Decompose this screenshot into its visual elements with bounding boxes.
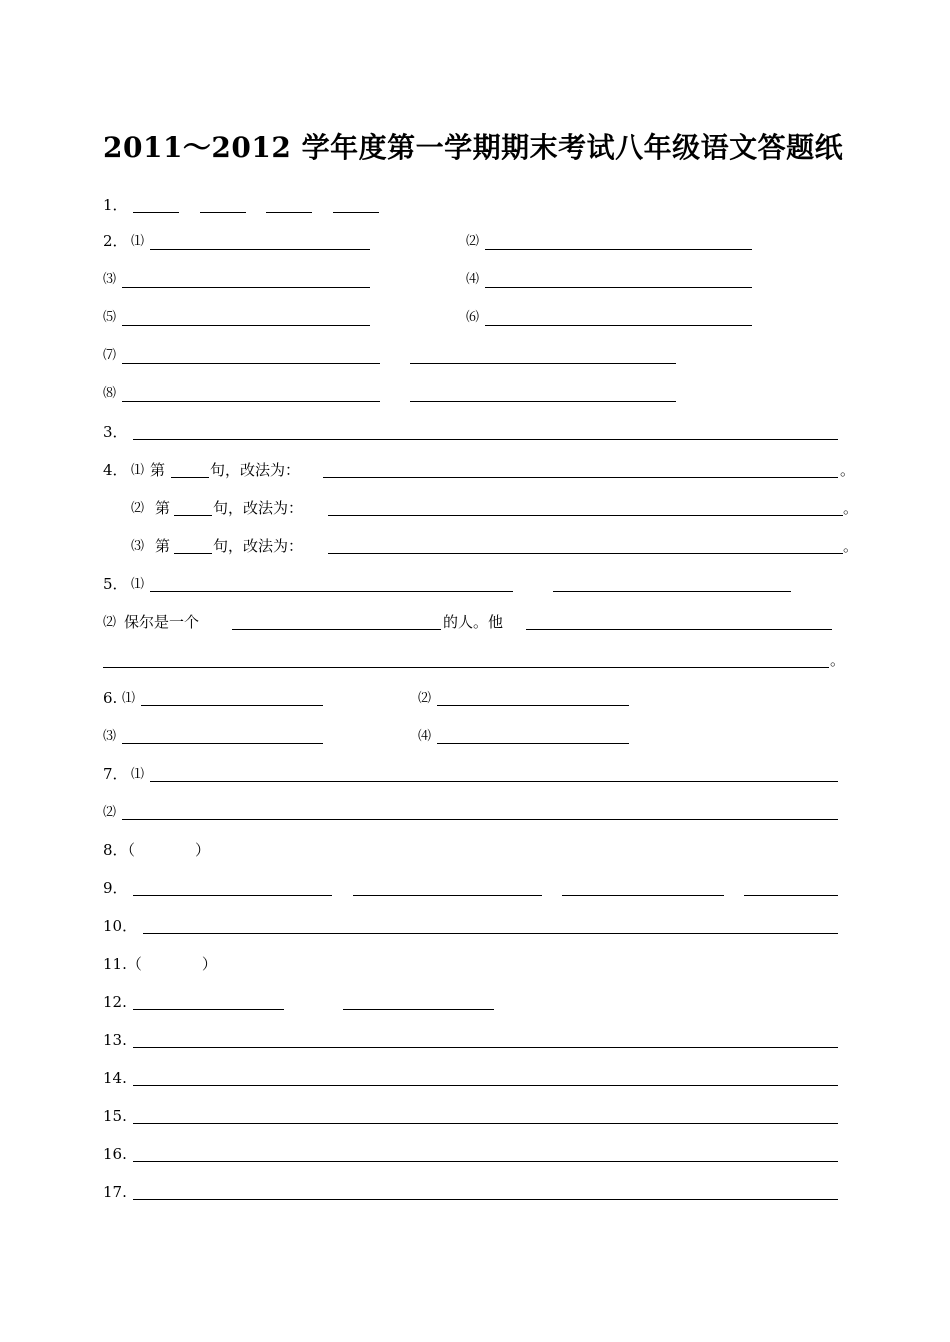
- q4-label-3: 句，改法为：: [213, 537, 304, 555]
- q5-text-b: 的人。他: [443, 613, 504, 631]
- q9-blank-1[interactable]: [133, 895, 332, 896]
- q9-blank-2[interactable]: [353, 895, 542, 896]
- q3-blank[interactable]: [133, 439, 838, 440]
- q7-blank-2[interactable]: [122, 819, 838, 820]
- q2-mark-5: ⑸: [103, 310, 117, 325]
- q1-blank-4[interactable]: [333, 212, 379, 213]
- q5-blank-2b[interactable]: [526, 629, 832, 630]
- q1-number: 1．: [103, 196, 128, 214]
- q2-mark-2: ⑵: [466, 234, 480, 249]
- q4-end-2: 。: [843, 499, 859, 517]
- q4-mark-3: ⑶: [131, 539, 145, 554]
- q2-blank-1[interactable]: [150, 249, 370, 250]
- q4-number: 4．: [103, 461, 128, 479]
- q2-blank-6[interactable]: [485, 325, 752, 326]
- q2-mark-7: ⑺: [103, 348, 117, 363]
- q6-mark-3: ⑶: [103, 729, 117, 744]
- q4-sentence-blank-1[interactable]: [171, 477, 209, 478]
- q6-blank-4[interactable]: [437, 743, 629, 744]
- q2-blank-7b[interactable]: [410, 363, 676, 364]
- q4-prefix-2: 第: [155, 499, 171, 517]
- q4-mark-1: ⑴: [131, 463, 145, 478]
- q5-blank-2a[interactable]: [232, 629, 441, 630]
- q2-mark-4: ⑷: [466, 272, 480, 287]
- q17-blank[interactable]: [133, 1199, 838, 1200]
- q2-mark-1: ⑴: [131, 234, 145, 249]
- q10-number: 10．: [103, 917, 138, 935]
- q6-number: 6.: [103, 689, 118, 707]
- q5-number: 5．: [103, 575, 128, 593]
- q2-blank-5[interactable]: [122, 325, 370, 326]
- q9-blank-4[interactable]: [744, 895, 838, 896]
- q6-blank-2[interactable]: [437, 705, 629, 706]
- q4-correction-blank-3[interactable]: [328, 553, 843, 554]
- q2-number: 2．: [103, 232, 128, 250]
- q13-number: 13.: [103, 1031, 127, 1049]
- q15-number: 15.: [103, 1107, 127, 1125]
- q16-blank[interactable]: [133, 1161, 838, 1162]
- q12-blank-1[interactable]: [133, 1009, 284, 1010]
- q7-blank-1[interactable]: [150, 781, 838, 782]
- q16-number: 16.: [103, 1145, 127, 1163]
- q17-number: 17.: [103, 1183, 127, 1201]
- q2-blank-4[interactable]: [485, 287, 752, 288]
- q5-text-a: 保尔是一个: [124, 613, 200, 631]
- q2-mark-3: ⑶: [103, 272, 117, 287]
- q5-blank-2c[interactable]: [103, 667, 829, 668]
- q2-mark-8: ⑻: [103, 386, 117, 401]
- q4-mark-2: ⑵: [131, 501, 145, 516]
- q2-blank-8a[interactable]: [122, 401, 380, 402]
- q12-number: 12.: [103, 993, 127, 1011]
- q11-answer-box[interactable]: 11.（ ）: [103, 955, 217, 973]
- q4-sentence-blank-3[interactable]: [174, 553, 212, 554]
- q5-blank-1a[interactable]: [150, 591, 513, 592]
- q7-number: 7．: [103, 765, 128, 783]
- q4-correction-blank-2[interactable]: [328, 515, 843, 516]
- q9-blank-3[interactable]: [562, 895, 724, 896]
- q1-blank-3[interactable]: [266, 212, 312, 213]
- q4-end-3: 。: [843, 537, 859, 555]
- q6-blank-3[interactable]: [122, 743, 323, 744]
- q6-blank-1[interactable]: [141, 705, 323, 706]
- q5-mark-2: ⑵: [103, 615, 117, 630]
- q4-label-2: 句，改法为：: [213, 499, 304, 517]
- q7-mark-1: ⑴: [131, 767, 145, 782]
- q2-blank-2[interactable]: [485, 249, 752, 250]
- q6-mark-1: ⑴: [122, 691, 136, 706]
- q2-blank-7a[interactable]: [122, 363, 380, 364]
- q8-answer-box[interactable]: 8．（ ）: [103, 841, 211, 859]
- q2-blank-8b[interactable]: [410, 401, 676, 402]
- q6-mark-4: ⑷: [418, 729, 432, 744]
- q4-prefix-3: 第: [155, 537, 171, 555]
- q5-end: 。: [830, 651, 846, 669]
- q9-number: 9．: [103, 879, 128, 897]
- q4-sentence-blank-2[interactable]: [174, 515, 212, 516]
- q2-blank-3[interactable]: [122, 287, 370, 288]
- q5-blank-1b[interactable]: [553, 591, 791, 592]
- q15-blank[interactable]: [133, 1123, 838, 1124]
- q4-end-1: 。: [840, 461, 856, 479]
- q1-blank-1[interactable]: [133, 212, 179, 213]
- q2-mark-6: ⑹: [466, 310, 480, 325]
- q12-blank-2[interactable]: [343, 1009, 494, 1010]
- q4-label-1: 句，改法为：: [210, 461, 301, 479]
- q14-blank[interactable]: [133, 1085, 838, 1086]
- q5-mark-1: ⑴: [131, 577, 145, 592]
- q7-mark-2: ⑵: [103, 805, 117, 820]
- q10-blank[interactable]: [143, 933, 838, 934]
- q14-number: 14.: [103, 1069, 127, 1087]
- q1-blank-2[interactable]: [200, 212, 246, 213]
- q4-prefix-1: 第: [150, 461, 166, 479]
- page-title: 2011～2012 学年度第一学期期末考试八年级语文答题纸: [103, 131, 844, 164]
- q6-mark-2: ⑵: [418, 691, 432, 706]
- q4-correction-blank-1[interactable]: [323, 477, 838, 478]
- q3-number: 3．: [103, 423, 128, 441]
- q13-blank[interactable]: [133, 1047, 838, 1048]
